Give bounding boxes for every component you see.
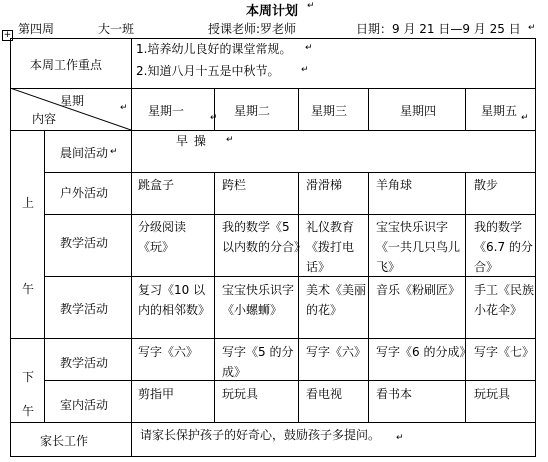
date-label: 日期：9 月 21 日—9 月 25 日 (356, 22, 521, 36)
week-label: 第四周 (18, 22, 55, 36)
teach3-tue: 写字《5 的分成》 (222, 345, 294, 379)
teach1-fri: 我的数学《6.7 的分合》 (474, 220, 533, 274)
class-label: 大一班 (98, 22, 135, 36)
return-mark: ↵ (396, 433, 404, 443)
indoor-fri: 玩玩具 (474, 387, 511, 401)
indoor-tue: 玩玩具 (222, 387, 259, 401)
focus-item-2: 2.知道八月十五是中秋节。 (136, 64, 280, 78)
section-pm-2: 午 (22, 404, 35, 418)
return-mark: ↵ (120, 103, 128, 113)
section-am-2: 午 (22, 282, 35, 296)
indoor-thu: 看书本 (376, 387, 413, 401)
teach2-fri: 手工《民族小花伞》 (474, 283, 535, 317)
teach3-mon: 写字《六》 (138, 345, 199, 359)
diag-label-day: 星期 (60, 94, 85, 108)
return-mark: ↵ (305, 43, 313, 53)
outdoor-mon: 跳盒子 (138, 178, 175, 192)
teach1-thu: 宝宝快乐识字《一共几只鸟儿飞》 (376, 220, 461, 274)
morning-section-cell (11, 131, 45, 339)
teach3-wed: 写字《六》 (306, 345, 367, 359)
teacher-label: 授课老师:罗老师 (208, 22, 297, 36)
indoor-mon: 剪指甲 (138, 387, 175, 401)
section-pm-1: 下 (22, 370, 35, 384)
teach2-mon: 复习《10 以内的相邻数》 (138, 283, 211, 317)
parent-label: 家长工作 (40, 434, 89, 448)
day-header-wed: 星期三 (311, 104, 348, 118)
diag-label-content: 内容 (32, 112, 57, 126)
return-mark: ↵ (307, 1, 315, 11)
row-label-teach1: 教学活动 (60, 236, 109, 250)
indoor-wed: 看电视 (306, 387, 343, 401)
day-header-fri: 星期五 (481, 104, 518, 118)
page-title: 本周计划 (246, 4, 299, 19)
teach2-tue: 宝宝快乐识字《小螺蛳》 (222, 283, 295, 317)
outdoor-wed: 滑滑梯 (306, 178, 343, 192)
focus-label: 本周工作重点 (30, 58, 103, 72)
section-am-1: 上 (22, 196, 35, 210)
day-header-tue: 星期二 (234, 104, 271, 118)
teach3-thu: 写字《6 的分成》 (376, 345, 472, 359)
table-anchor-icon[interactable]: + (3, 30, 12, 40)
outdoor-thu: 羊角球 (376, 178, 413, 192)
teach1-wed: 礼仪教育《拨打电话》 (306, 220, 355, 274)
teach2-thu: 音乐《粉刷匠》 (376, 283, 461, 297)
return-mark: ↵ (226, 135, 234, 145)
day-header-mon: 星期一 (148, 104, 185, 118)
return-mark: ↵ (301, 65, 309, 75)
row-label-morning: 晨间活动 (60, 146, 109, 160)
row-label-outdoor: 户外活动 (60, 186, 109, 200)
row-label-teach3: 教学活动 (60, 356, 109, 370)
row-label-teach2: 教学活动 (60, 302, 109, 316)
return-mark: ↵ (110, 147, 118, 157)
teach3-fri: 写字《七》 (474, 345, 535, 359)
return-mark: ↵ (521, 113, 529, 123)
teach2-wed: 美术《美丽的花》 (306, 283, 367, 317)
outdoor-fri: 散步 (474, 178, 499, 192)
parent-text: 请家长保护孩子的好奇心，鼓励孩子多提问。 (140, 428, 381, 442)
day-header-thu: 星期四 (400, 104, 437, 118)
teach1-mon: 分级阅读《玩》 (138, 220, 187, 254)
teach1-tue: 我的数学《5 以内数的分合》 (222, 220, 307, 254)
row-label-indoor: 室内活动 (60, 398, 109, 412)
morning-text: 早 操 (176, 134, 207, 148)
return-mark: ↵ (210, 113, 218, 123)
focus-item-1: 1.培养幼儿良好的课堂常规。 (136, 42, 292, 56)
outdoor-tue: 跨栏 (222, 178, 247, 192)
return-mark: ↵ (528, 23, 536, 33)
